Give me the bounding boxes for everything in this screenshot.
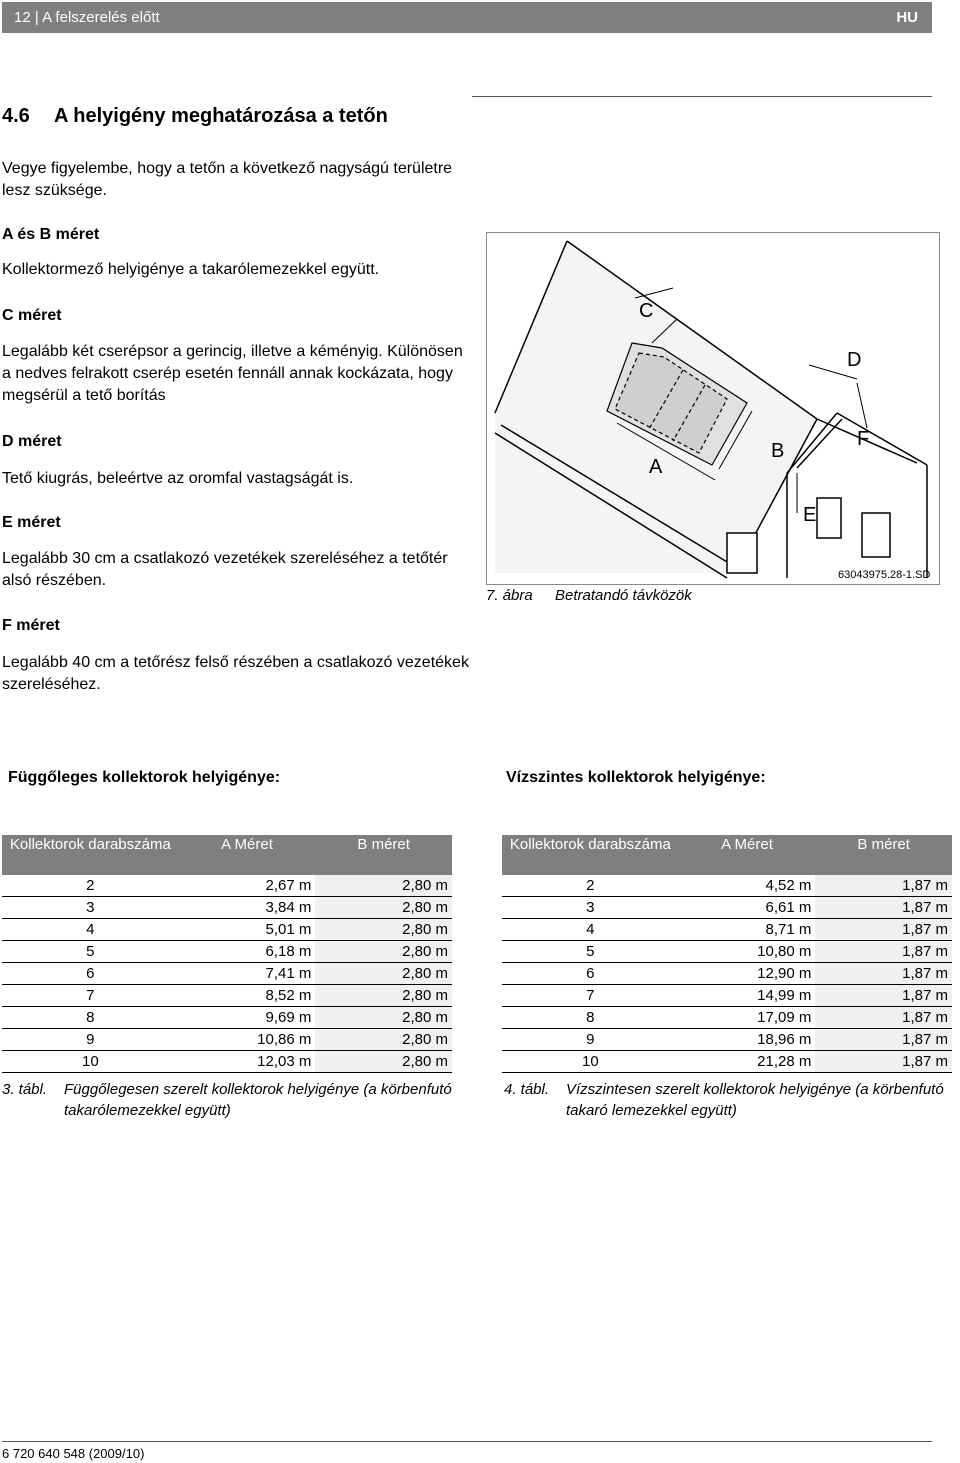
dim-label-d: D — [847, 349, 862, 371]
language-label: HU — [896, 9, 918, 26]
table-cell: 3 — [502, 897, 679, 919]
roof-diagram — [486, 232, 940, 585]
table-cell: 10 — [2, 1051, 179, 1073]
table-cell: 9 — [2, 1029, 179, 1051]
table-cell: 7,41 m — [179, 963, 316, 985]
table-cell: 5 — [502, 941, 679, 963]
dim-label-b: B — [771, 440, 785, 462]
roof-drawing — [487, 233, 939, 584]
table-cell: 1,87 m — [815, 1051, 952, 1073]
table-cell: 6,61 m — [679, 897, 816, 919]
table-cell: 2,80 m — [315, 897, 452, 919]
table-cell: 2 — [2, 875, 179, 897]
table-cell: 3 — [2, 897, 179, 919]
column-header: Kollektorok darabszáma — [2, 835, 179, 875]
table-cell: 4,52 m — [679, 875, 816, 897]
table-cell: 7 — [502, 985, 679, 1007]
column-header: A Méret — [679, 835, 816, 875]
c-heading: C méret — [2, 307, 62, 324]
table-caption-text: Vízszintesen szerelt kollektorok helyigénye (a körbenfutó takaró lemezekkel együtt) — [566, 1081, 944, 1119]
column-header: B méret — [815, 835, 952, 875]
table-cell: 2,80 m — [315, 919, 452, 941]
vertical-collectors-table — [2, 835, 452, 1073]
table-row — [502, 1007, 952, 1029]
table-row — [2, 941, 452, 963]
table-cell: 4 — [2, 919, 179, 941]
f-paragraph: Legalább 40 cm a tetőrész felső részében a csatlakozó vezetékek szereléséhez. — [2, 654, 469, 693]
table-cell: 2,80 m — [315, 1029, 452, 1051]
table-cell: 8 — [502, 1007, 679, 1029]
column-header: Kollektorok darabszáma — [502, 835, 679, 875]
table-cell: 5,01 m — [179, 919, 316, 941]
section-number: 4.6 — [2, 105, 30, 127]
figure-code: 63043975.28-1.SD — [838, 569, 931, 581]
table-cell: 12,03 m — [179, 1051, 316, 1073]
table-row — [2, 985, 452, 1007]
ab-heading: A és B méret — [2, 226, 100, 243]
table-cell: 3,84 m — [179, 897, 316, 919]
table-cell: 5 — [2, 941, 179, 963]
table-cell: 6,18 m — [179, 941, 316, 963]
table-cell: 10,86 m — [179, 1029, 316, 1051]
table-row — [2, 963, 452, 985]
table-cell: 2,80 m — [315, 1051, 452, 1073]
dim-label-c: C — [639, 300, 654, 322]
table-cell: 6 — [502, 963, 679, 985]
table-cell: 4 — [502, 919, 679, 941]
table-cell: 1,87 m — [815, 963, 952, 985]
document-code: 6 720 640 548 (2009/10) — [2, 1446, 145, 1461]
table-row — [2, 1007, 452, 1029]
table-row — [2, 919, 452, 941]
table-row — [502, 875, 952, 897]
intro-paragraph: Vegye figyelembe, hogy a tetőn a következő nagyságú területre lesz szüksége. — [2, 160, 453, 199]
table-cell: 1,87 m — [815, 875, 952, 897]
column-header: A Méret — [179, 835, 316, 875]
table-cell: 21,28 m — [679, 1051, 816, 1073]
table-cell: 1,87 m — [815, 985, 952, 1007]
d-heading: D méret — [2, 433, 62, 450]
table-cell: 8,52 m — [179, 985, 316, 1007]
e-heading: E méret — [2, 514, 61, 531]
e-paragraph: Legalább 30 cm a csatlakozó vezetékek szereléséhez a tetőtér alsó részében. — [2, 550, 448, 589]
table-row — [2, 1029, 452, 1051]
table-row — [502, 1029, 952, 1051]
table-cell: 17,09 m — [679, 1007, 816, 1029]
table-cell: 9,69 m — [179, 1007, 316, 1029]
c-paragraph: Legalább két cserépsor a gerincig, illetve a kéményig. Különösen a nedves felrakott cserép esetén fennáll annak kockázata, hogy megsérül a tető borítás — [2, 343, 463, 404]
page-header — [2, 2, 932, 33]
table-cell: 1,87 m — [815, 941, 952, 963]
table-cell: 1,87 m — [815, 1007, 952, 1029]
table-cell: 2 — [502, 875, 679, 897]
d-paragraph: Tető kiugrás, beleértve az oromfal vastagságát is. — [2, 470, 354, 487]
section-title-text: A helyigény meghatározása a tetőn — [54, 105, 388, 127]
dim-label-f: F — [857, 428, 870, 450]
table-caption-label: 3. tábl. — [2, 1081, 48, 1098]
table-cell: 18,96 m — [679, 1029, 816, 1051]
section-title — [2, 105, 388, 128]
table-row — [502, 1051, 952, 1073]
figure-caption-text: Betratandó távközök — [555, 587, 692, 604]
vertical-table-title: Függőleges kollektorok helyigénye: — [8, 769, 281, 786]
table-cell: 8,71 m — [679, 919, 816, 941]
table-caption-label: 4. tábl. — [504, 1081, 550, 1098]
table-row — [2, 897, 452, 919]
table-row — [502, 985, 952, 1007]
table-row — [502, 919, 952, 941]
table-row — [502, 897, 952, 919]
table-cell: 2,80 m — [315, 985, 452, 1007]
table-row — [2, 1051, 452, 1073]
table-cell: 7 — [2, 985, 179, 1007]
table-row — [502, 941, 952, 963]
footer-rule — [2, 1441, 932, 1442]
table-cell: 1,87 m — [815, 919, 952, 941]
table-cell: 2,67 m — [179, 875, 316, 897]
dim-label-e: E — [803, 504, 817, 526]
table-cell: 1,87 m — [815, 897, 952, 919]
table-caption-text: Függőlegesen szerelt kollektorok helyigénye (a körbenfutó takarólemezekkel együtt) — [64, 1081, 452, 1119]
table-cell: 2,80 m — [315, 963, 452, 985]
header-rule — [472, 96, 932, 97]
table-cell: 2,80 m — [315, 875, 452, 897]
table-cell: 10 — [502, 1051, 679, 1073]
column-header: B méret — [315, 835, 452, 875]
page-section-label: 12 | A felszerelés előtt — [14, 9, 160, 26]
table-cell: 6 — [2, 963, 179, 985]
table-cell: 8 — [2, 1007, 179, 1029]
table-cell: 14,99 m — [679, 985, 816, 1007]
horizontal-table-title: Vízszintes kollektorok helyigénye: — [506, 769, 766, 786]
figure-caption-label: 7. ábra — [486, 587, 533, 604]
table-cell: 9 — [502, 1029, 679, 1051]
horizontal-collectors-table — [502, 835, 952, 1073]
ab-paragraph: Kollektormező helyigénye a takarólemezekkel együtt. — [2, 261, 380, 278]
table-row — [2, 875, 452, 897]
table-cell: 12,90 m — [679, 963, 816, 985]
table-cell: 2,80 m — [315, 1007, 452, 1029]
table-cell: 2,80 m — [315, 941, 452, 963]
table-row — [502, 963, 952, 985]
dim-label-a: A — [649, 456, 663, 478]
table-cell: 1,87 m — [815, 1029, 952, 1051]
table-cell: 10,80 m — [679, 941, 816, 963]
f-heading: F méret — [2, 617, 60, 634]
